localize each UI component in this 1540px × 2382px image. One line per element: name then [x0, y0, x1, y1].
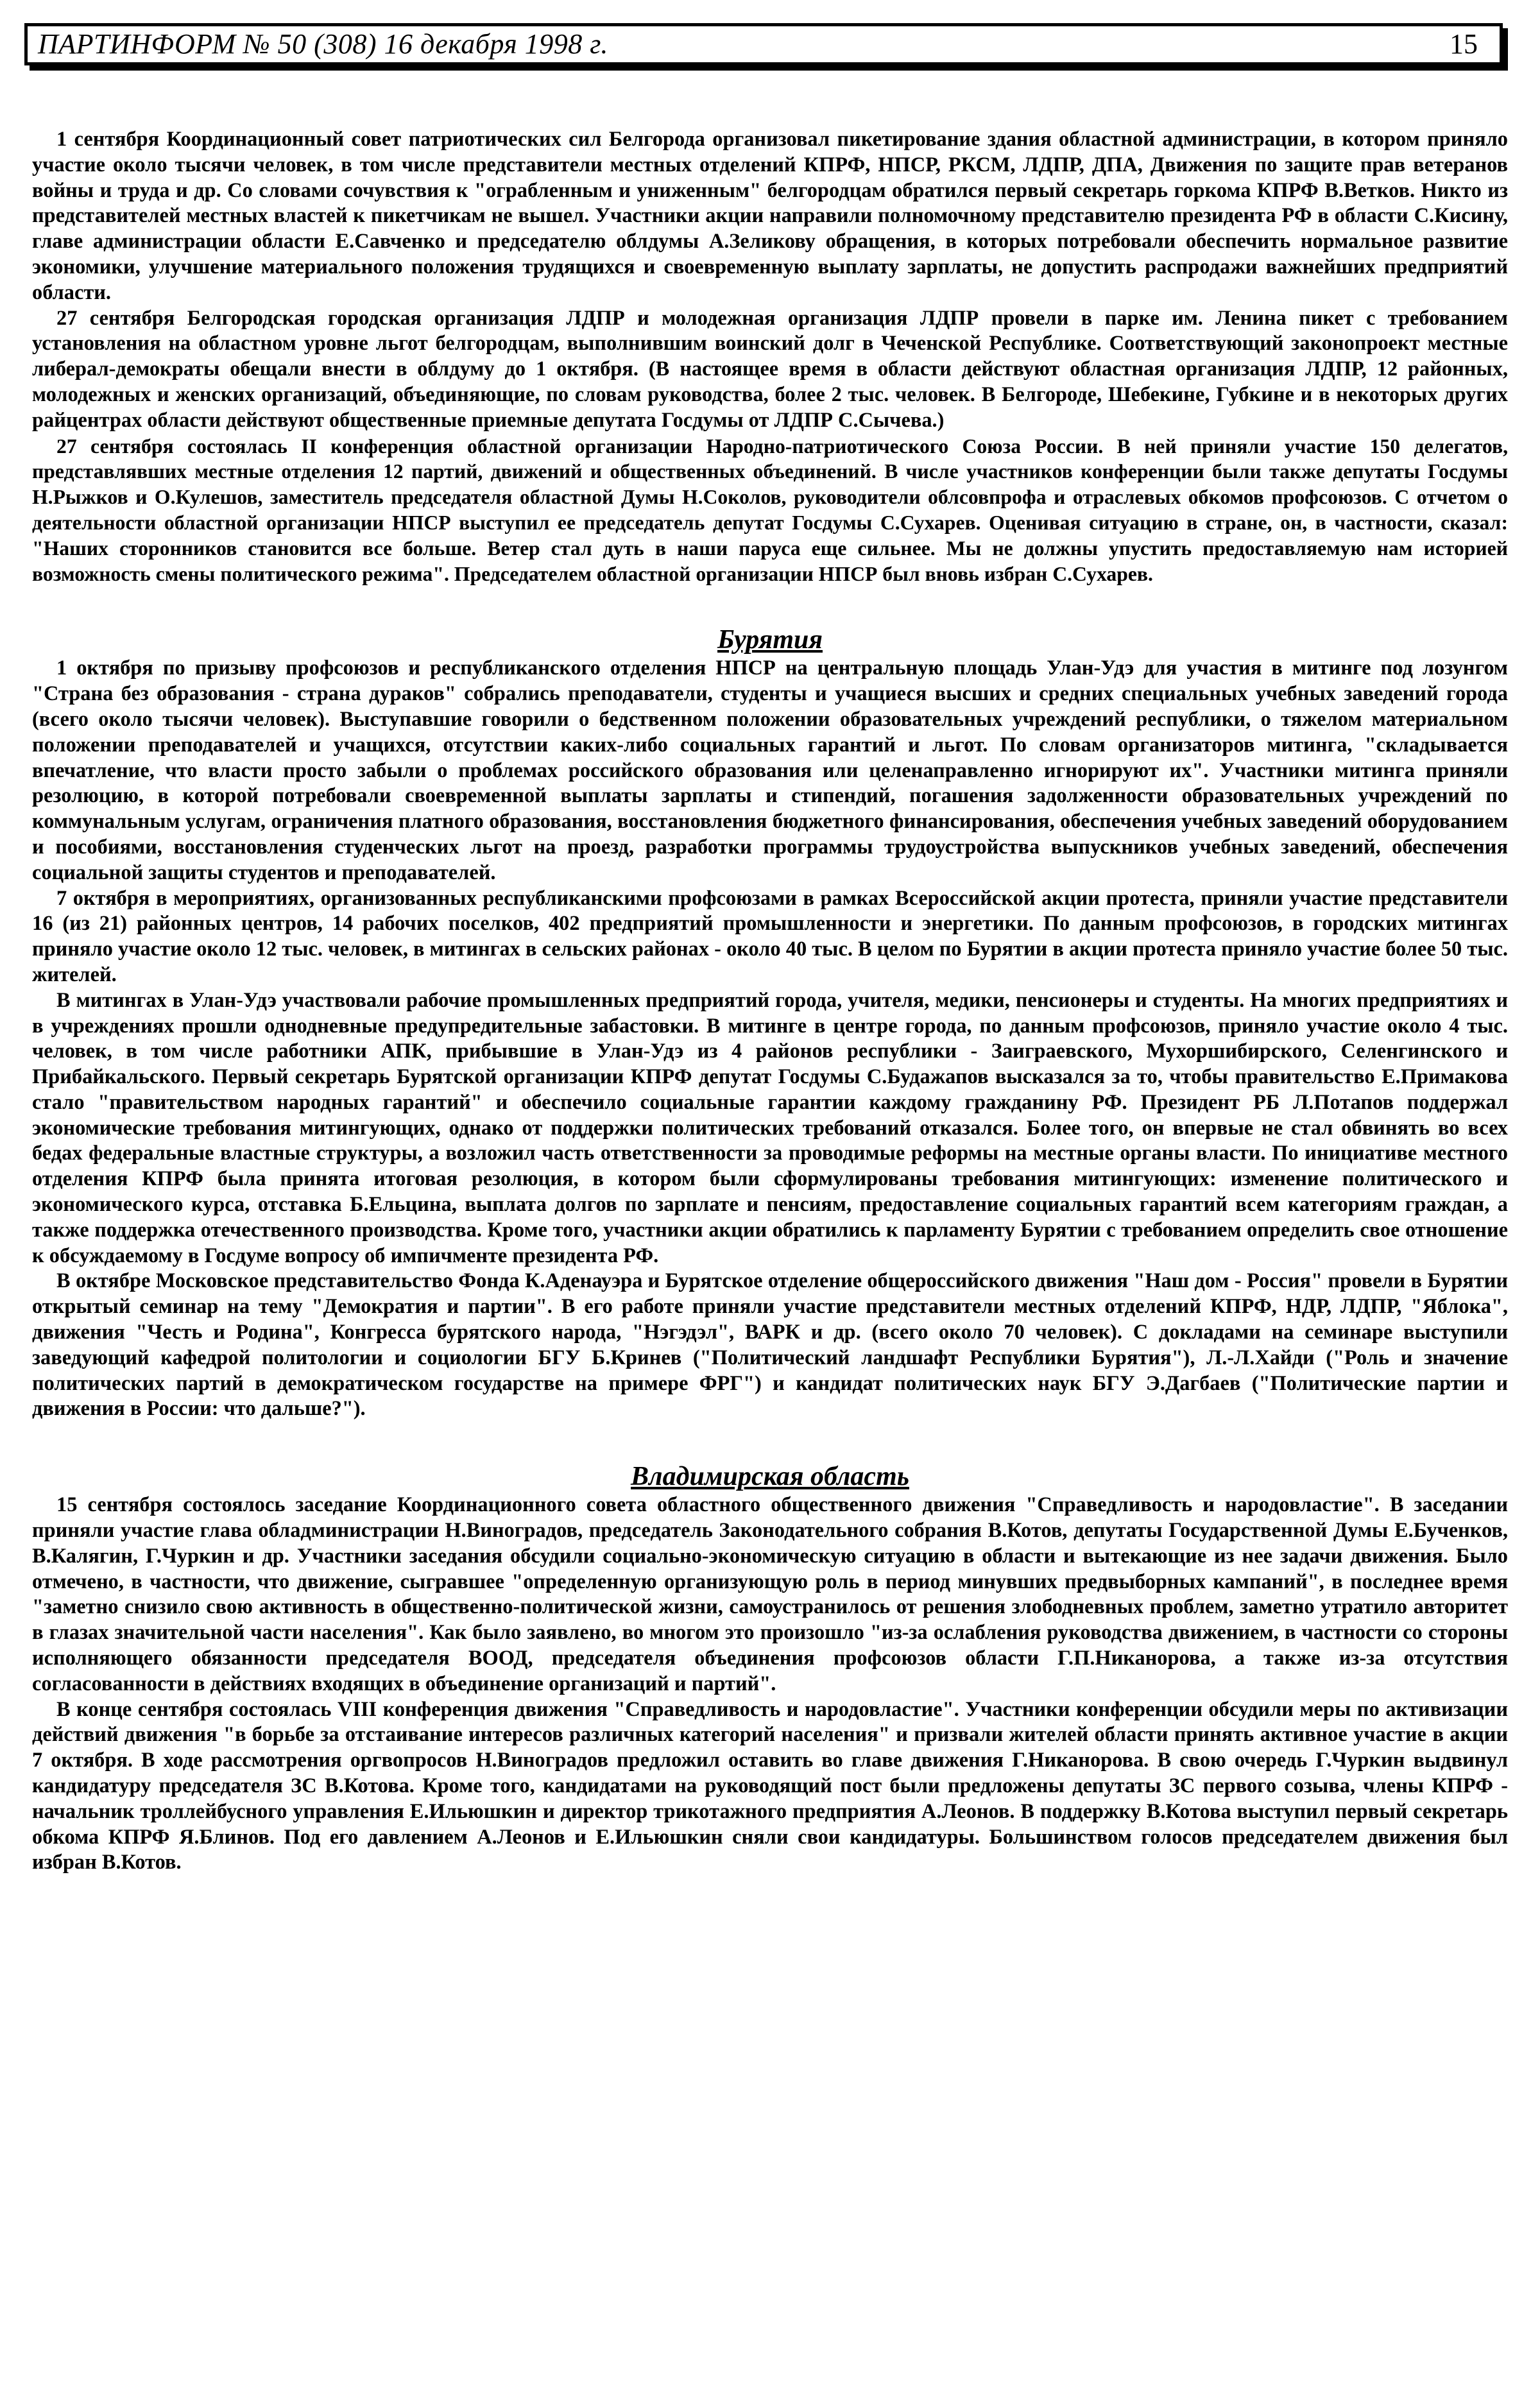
publication-title: ПАРТИНФОРМ № 50 (308) 16 декабря 1998 г. — [38, 28, 608, 60]
vladimir-paragraph-1: 15 сентября состоялось заседание Координационного совета областного общественного движения "Справедливость и народовластие". В заседании приняли участие глава обладминистрации Н.Виноградов, председатель Законодательного собрания В.Котов, депутаты Государственной Думы Е.Бученков, В.Калягин, Г.Чуркин и др. Участники заседания обсудили социально-экономическую ситуацию в области и вытекающие из нее задачи движения. Было отмечено, в частности, что движение, сыгравшее "определенную организующую роль в период минувших предвыборных кампаний", в последнее время "заметно снизило свою активность в общественно-политической жизни, самоустранилось от решения злободневных проблем, заметно утратило авторитет в глазах значительной части населения". Как было заявлено, во многом это произошло "из-за ослабления руководства движением, в частности со стороны исполняющего обязанности председателя ВООД, председателя объединения профсоюзов области Г.П.Никанорова, а также из-за отсутствия согласованности в действиях входящих в объединение организаций и партий". — [32, 1493, 1508, 1695]
buryatia-paragraph-1: 1 октября по призыву профсоюзов и республиканского отделения НПСР на центральную площадь Улан-Удэ для участия в митинге под лозунгом "Страна без образования - страна дураков" собрались преподаватели, студенты и учащиеся высших и средних специальных учебных заведений города (всего около тысячи человек). Выступавшие говорили о бедственном положении образовательных учреждений республики, о тяжелом материальном положении преподавателей и учащихся, отсутствии каких-либо социальных гарантий и льгот. По словам организаторов митинга, "складывается впечатление, что власти просто забыли о проблемах российского образования или целенаправленно игнорируют их". Участники митинга приняли резолюцию, в которой потребовали своевременной выплаты зарплаты и стипендий, погашения задолженности образовательных учреждений по коммунальным услугам, ограничения платного образования, восстановления бюджетного финансирования, обеспечения учебных заведений оборудованием и пособиями, восстановления студенческих льгот на проезд, разработки программы трудоустройства выпускников учебных заведений, обеспечения социальной защиты студентов и преподавателей. — [32, 656, 1508, 884]
section-title-buryatia: Бурятия — [717, 625, 823, 655]
page-number: 15 — [1450, 28, 1478, 60]
belgorod-section — [32, 127, 1508, 587]
buryatia-paragraph-2: 7 октября в мероприятиях, организованных республиканскими профсоюзами в рамках Всероссийской акции протеста, приняли участие представители 16 (из 21) районных центров, 14 рабочих поселков, 402 предприятий промышленности и энергетики. По данным профсоюзов, в городских митингах приняло участие около 12 тыс. человек, в митингах в сельских районах - около 40 тыс. В целом по Бурятии в акции протеста приняло участие более 50 тыс. жителей. — [32, 886, 1508, 986]
section-divider-space — [32, 587, 1508, 624]
article-body — [32, 127, 1508, 1876]
vladimir-paragraph-2: В конце сентября состоялась VIII конференция движения "Справедливость и народовластие". Участники конференции обсудили меры по активизации действий движения "в борьбе за отстаивание интересов различных категорий населения" и призвали жителей области принять активное участие в акции 7 октября. В ходе рассмотрения оргвопросов Н.Виноградов предложил оставить во главе движения Г.Никанорова. В свою очередь Г.Чуркин выдвинул кандидатуру председателя ЗС В.Котова. Кроме того, кандидатами на руководящий пост были предложены депутаты ЗС первого созыва, члены КПРФ - начальник троллейбусного управления Е.Ильюшкин и директор трикотажного предприятия А.Леонов. В поддержку В.Котова выступил первый секретарь обкома КПРФ Я.Блинов. Под его давлением А.Леонов и Е.Ильюшкин сняли свои кандидатуры. Большинством голосов председателем движения был избран В.Котов. — [32, 1697, 1508, 1874]
buryatia-paragraph-3: В митингах в Улан-Удэ участвовали рабочие промышленных предприятий города, учителя, медики, пенсионеры и студенты. На многих предприятиях и в учреждениях прошли однодневные предупредительные забастовки. В митинге в центре города, по данным профсоюзов, приняло участие около 4 тыс. человек, в том числе работники АПК, прибывшие в Улан-Удэ из 4 районов республики - Заиграевского, Мухоршибирского, Селенгинского и Прибайкальского. Первый секретарь Бурятской организации КПРФ депутат Госдумы С.Будажапов высказался за то, чтобы правительство Е.Примакова стало "правительством народных гарантий" и обеспечило социальные гарантии каждому гражданину РФ. Президент РБ Л.Потапов поддержал экономические требования митингующих, однако от поддержки политических требований отказался. Более того, он впервые не стал обвинять во всех бедах федеральные властные структуры, а возложил часть ответственности за проводимые реформы на местные органы власти. По инициативе местного отделения КПРФ была принята итоговая резолюция, в котором были сформулированы требования митингующих: изменение политического и экономического курса, отставка Б.Ельцина, выплата долгов по зарплате и пенсиям, предоставление социальных гарантий всем категориям граждан, а также поддержка отечественного производства. Кроме того, участники акции обратились к парламенту Бурятии с требованием определить свое отношение к обсуждаемому в Госдуме вопросу об импичменте президента РФ. — [32, 988, 1508, 1267]
buryatia-paragraph-4: В октябре Московское представительство Фонда К.Аденауэра и Бурятское отделение общероссийского движения "Наш дом - Россия" провели в Бурятии открытый семинар на тему "Демократия и партии". В его работе приняли участие представители местных отделений КПРФ, НДР, ЛДПР, "Яблока", движения "Честь и Родина", Конгресса бурятского народа, "Нэгэдэл", ВАРК и др. (всего около 70 человек). С докладами на семинаре выступили заведующий кафедрой политологии и социологии БГУ Б.Кринев ("Политический ландшафт Республики Бурятия"), Л.-Л.Хайди ("Роль и значение политических партий в демократическом государстве на примере ФРГ") и кандидат политических наук БГУ Э.Дагбаев ("Политические партии и движения в России: что дальше?"). — [32, 1269, 1508, 1421]
belgorod-paragraph-2: 27 сентября Белгородская городская организация ЛДПР и молодежная организация ЛДПР провели в парке им. Ленина пикет с требованием установления на областном уровне льгот белгородцам, выполнившим воинский долг в Чеченской Республике. Соответствующий законопроект местные либерал-демократы обещали внести в облдуму до 1 октября. (В настоящее время в области действуют областная организация ЛДПР, 12 районных, молодежных и женских организаций, объединяющие, по словам руководства, более 2 тыс. человек. В Белгороде, Шебекине, Губкине и в некоторых других райцентрах области действуют общественные приемные депутата Госдумы от ЛДПР С.Сычева.) — [32, 306, 1508, 432]
belgorod-paragraph-1: 1 сентября Координационный совет патриотических сил Белгорода организовал пикетирование здания областной администрации, в котором приняло участие около тысячи человек, в том числе представители местных отделений КПРФ, НПСР, РКСМ, ЛДПР, ДПА, Движения по защите прав ветеранов войны и труда и др. Со словами сочувствия к "ограбленным и униженным" белгородцам обратился первый секретарь горкома КПРФ В.Ветков. Никто из представителей местных властей к пикетчикам не вышел. Участники акции направили полномочному представителю президента РФ в области С.Кисину, главе администрации области Е.Савченко и председателю облдумы А.Зеликову обращения, в которых потребовали обеспечить нормальное развитие экономики, улучшение материального положения трудящихся и своевременную выплату зарплаты, не допустить распродажи важнейших предприятий области. — [32, 128, 1508, 304]
belgorod-paragraph-3: 27 сентября состоялась II конференция областной организации Народно-патриотического Союза России. В ней приняли участие 150 делегатов, представлявших местные отделения 12 партий, движений и общественных объединений. В числе участников конференции были также депутаты Госдумы Н.Рыжков и О.Кулешов, заместитель председателя областной Думы Н.Соколов, руководители облсовпрофа и отраслевых обкомов профсоюзов. С отчетом о деятельности областной организации НПСР выступил ее председатель депутат Госдумы С.Сухарев. Оценивая ситуацию в стране, он, в частности, сказал: "Наших сторонников становится все больше. Ветер стал дуть в наши паруса еще сильнее. Мы не должны упустить предоставляемую нам историей возможность смены политического режима". Председателем областной организации НПСР был вновь избран С.Сухарев. — [32, 434, 1508, 585]
section-title-vladimir: Владимирская область — [631, 1462, 909, 1492]
vladimir-section — [32, 1461, 1508, 1876]
buryatia-section — [32, 624, 1508, 1422]
page-header — [24, 23, 1503, 65]
section-divider-space — [32, 1422, 1508, 1461]
